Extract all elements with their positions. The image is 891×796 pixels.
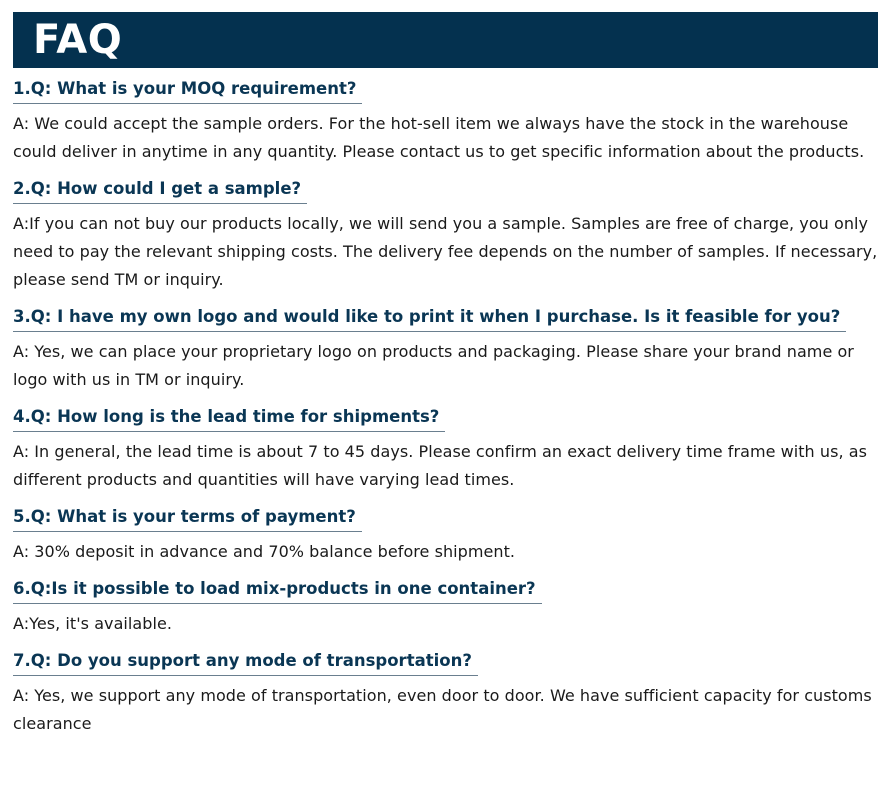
faq-answer: A: Yes, we can place your proprietary logo on products and packaging. Please share your brand name or logo with us in TM or inquiry.: [13, 342, 854, 389]
faq-banner: [13, 12, 878, 68]
faq-answer: A: 30% deposit in advance and 70% balance before shipment.: [13, 542, 516, 561]
faq-question: 1.Q: What is your MOQ requirement?: [13, 76, 362, 104]
faq-question: 7.Q: Do you support any mode of transportation?: [13, 648, 478, 676]
faq-answer: A: We could accept the sample orders. For the hot-sell item we always have the stock in the warehouse could deliver in anytime in any quantity. Please contact us to get specific information about the products.: [13, 114, 865, 161]
faq-item-2: [13, 176, 881, 294]
faq-question: 5.Q: What is your terms of payment?: [13, 504, 362, 532]
faq-answer: A: Yes, we support any mode of transportation, even door to door. We have sufficient capacity for customs clearance: [13, 686, 872, 733]
faq-question: 4.Q: How long is the lead time for shipments?: [13, 404, 445, 432]
faq-answer: A:Yes, it's available.: [13, 614, 172, 633]
faq-item-7: [13, 648, 881, 738]
faq-item-1: [13, 76, 881, 166]
faq-question: 3.Q: I have my own logo and would like to print it when I purchase. Is it feasible for you?: [13, 304, 846, 332]
faq-item-4: [13, 404, 881, 494]
faq-item-6: [13, 576, 881, 638]
faq-answer: A:If you can not buy our products locally, we will send you a sample. Samples are free of charge, you only need to pay the relevant shipping costs. The delivery fee depends on the number of samples. If necessary, please send TM or inquiry.: [13, 214, 878, 289]
faq-question: 2.Q: How could I get a sample?: [13, 176, 307, 204]
faq-list: [13, 76, 881, 748]
page-title: FAQ: [33, 17, 123, 63]
faq-item-5: [13, 504, 881, 566]
faq-item-3: [13, 304, 881, 394]
faq-question: 6.Q:Is it possible to load mix-products in one container?: [13, 576, 542, 604]
faq-answer: A: In general, the lead time is about 7 to 45 days. Please confirm an exact delivery time frame with us, as different products and quantities will have varying lead times.: [13, 442, 867, 489]
